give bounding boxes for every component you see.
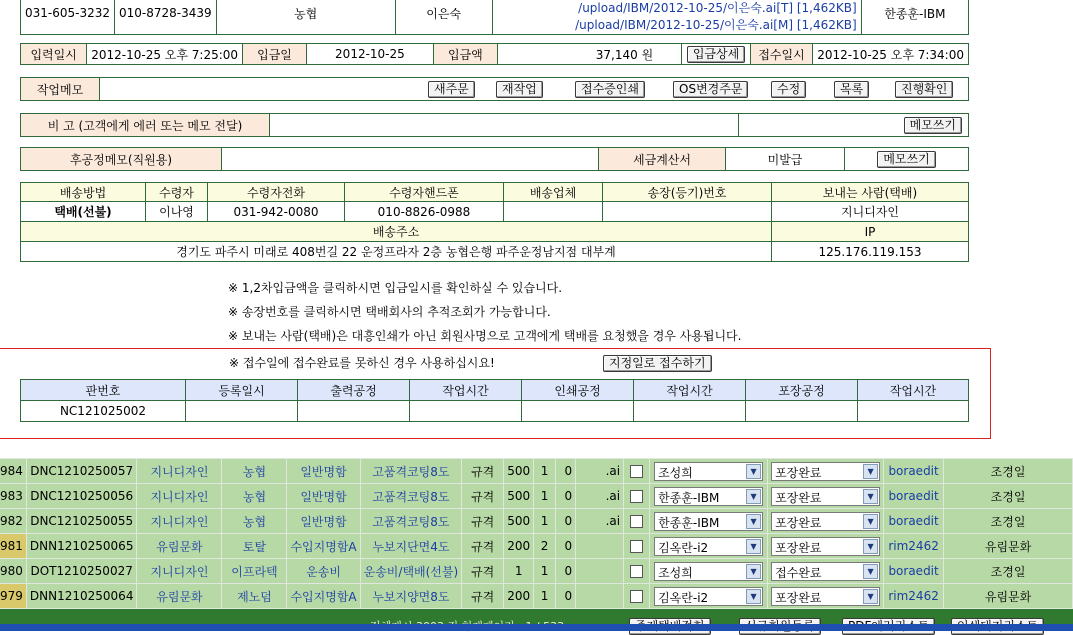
plate-number: NC121025002: [21, 401, 186, 422]
process-header: 작업시간: [634, 380, 746, 401]
ship-method: 택배(선불): [21, 202, 146, 222]
select-value: 한종훈-IBM: [658, 515, 720, 530]
deposit-detail-button[interactable]: 입금상세: [687, 46, 745, 63]
handler-select[interactable]: [654, 462, 763, 481]
file-cell[interactable]: [492, 0, 861, 35]
ip-header: IP: [772, 222, 969, 242]
file-link-t[interactable]: /upload/IBM/2012-10-25/이은숙.ai[T] [1,462KB]: [578, 1, 857, 15]
row-checkbox[interactable]: [630, 565, 643, 578]
row-checkbox[interactable]: [630, 590, 643, 603]
order-type[interactable]: 일반명함: [287, 509, 360, 534]
mobile-cell: 010-8728-3439: [115, 0, 217, 35]
order-no: 981: [0, 534, 26, 559]
process-cell: [634, 401, 746, 422]
os-change-order-button[interactable]: OS변경주문: [673, 81, 748, 98]
print-receipt-button[interactable]: 접수증인쇄: [575, 81, 645, 98]
handler-select[interactable]: [654, 587, 763, 606]
order-zero: 0: [556, 509, 576, 534]
order-zero: 0: [556, 584, 576, 609]
order-bank[interactable]: 제노덤: [222, 584, 287, 609]
process-header: 포장공정: [746, 380, 858, 401]
order-qty: 200: [504, 584, 534, 609]
order-paper[interactable]: 고품격코팅8도: [360, 509, 462, 534]
file-link-m[interactable]: /upload/IBM/2012-10-25/이은숙.ai[M] [1,462KB]: [575, 18, 857, 32]
work-memo-row: [20, 77, 969, 101]
post-memo-button-cell[interactable]: [845, 148, 969, 171]
row-checkbox[interactable]: [630, 540, 643, 553]
order-row[interactable]: [0, 584, 1073, 609]
ship-header: 수령자: [146, 183, 208, 202]
order-zero: 0: [556, 484, 576, 509]
order-no: 982: [0, 509, 26, 534]
order-client[interactable]: 지니디자인: [137, 484, 222, 509]
order-status-select[interactable]: [768, 534, 884, 559]
status-select[interactable]: [771, 562, 880, 581]
order-count: 1: [534, 559, 556, 584]
order-size: 규격: [462, 459, 504, 484]
order-count: 1: [534, 459, 556, 484]
order-checkbox[interactable]: [624, 559, 650, 584]
ship-header: 수령자전화: [208, 183, 345, 202]
manager-cell: 한종훈-IBM: [861, 0, 968, 35]
order-count: 1: [534, 484, 556, 509]
order-status-select[interactable]: [768, 584, 884, 609]
select-value: 김옥란-i2: [658, 540, 709, 555]
order-size: 규격: [462, 559, 504, 584]
status-select[interactable]: [771, 487, 880, 506]
order-handler-select[interactable]: [650, 459, 768, 484]
handler-select[interactable]: [654, 537, 763, 556]
process-header: 인쇄공정: [522, 380, 634, 401]
order-code: DNC1210250057: [26, 459, 137, 484]
order-paper[interactable]: 누보지양면8도: [360, 584, 462, 609]
order-checkbox[interactable]: [624, 459, 650, 484]
process-note: ※ 접수일에 접수완료를 못하신 경우 사용하십시요!: [229, 356, 495, 370]
order-handler-select[interactable]: [650, 509, 768, 534]
order-type[interactable]: 일반명함: [287, 459, 360, 484]
process-cell: [746, 401, 858, 422]
deposit-date-value: 2012-10-25: [306, 44, 433, 65]
shipping-table: [20, 182, 969, 262]
ip-value: 125.176.119.153: [772, 242, 969, 262]
order-bank[interactable]: 이프라텍: [222, 559, 287, 584]
process-header: 등록일시: [186, 380, 298, 401]
rework-button[interactable]: 재작업: [496, 81, 543, 98]
order-row[interactable]: [0, 559, 1073, 584]
row-checkbox[interactable]: [630, 465, 643, 478]
status-select[interactable]: [771, 512, 880, 531]
order-list: [0, 458, 1073, 609]
order-qty: 1: [504, 559, 534, 584]
order-row[interactable]: [0, 509, 1073, 534]
process-cell: [858, 401, 969, 422]
notes: [228, 276, 741, 348]
order-user[interactable]: boraedit: [884, 459, 944, 484]
order-row[interactable]: [0, 484, 1073, 509]
order-bank[interactable]: 농협: [222, 484, 287, 509]
order-client[interactable]: 유림문화: [137, 534, 222, 559]
order-file-ext: [576, 559, 624, 584]
chevron-down-icon[interactable]: ▼: [863, 564, 878, 579]
order-client[interactable]: 지니디자인: [137, 509, 222, 534]
post-memo-label: 후공정메모(직원용): [21, 148, 222, 171]
order-zero: 0: [556, 534, 576, 559]
input-date-label: 입력일시: [21, 44, 87, 65]
order-checkbox[interactable]: [624, 484, 650, 509]
select-value: 포장완료: [775, 490, 822, 505]
order-count: 1: [534, 584, 556, 609]
select-value: 포장완료: [775, 515, 822, 530]
chevron-down-icon[interactable]: ▼: [746, 589, 761, 604]
ship-invoice-number[interactable]: [603, 202, 772, 222]
ship-header: 배송방법: [21, 183, 146, 202]
handler-select[interactable]: [654, 562, 763, 581]
amount-label: 입금액: [433, 44, 497, 65]
order-zero: 0: [556, 459, 576, 484]
order-qty: 200: [504, 534, 534, 559]
note-sender: ※ 보내는 사람(택배)은 대흥인쇄가 아닌 회원사명으로 고객에게 택배를 요청했을 경우 사용됩니다.: [228, 329, 742, 343]
order-person: 조경일: [944, 484, 1073, 509]
order-code: DNC1210250056: [26, 484, 137, 509]
status-select[interactable]: [771, 587, 880, 606]
progress-check-button[interactable]: 진행확인: [895, 81, 953, 98]
order-person: 유림문화: [944, 584, 1073, 609]
order-client[interactable]: 지니디자인: [137, 459, 222, 484]
order-qty: 500: [504, 484, 534, 509]
chevron-down-icon[interactable]: ▼: [746, 464, 761, 479]
ship-sender: 지니디자인: [772, 202, 969, 222]
remark-memo-button[interactable]: 메모쓰기: [904, 117, 962, 134]
order-paper[interactable]: 고품격코팅8도: [360, 484, 462, 509]
phone-cell: 031-605-3232: [21, 0, 115, 35]
select-value: 한종훈-IBM: [658, 490, 720, 505]
order-file-ext: .ai: [576, 509, 624, 534]
bank-cell: 농협: [216, 0, 395, 35]
order-zero: 0: [556, 559, 576, 584]
order-type[interactable]: 수입지명함A: [287, 584, 360, 609]
order-file-ext: .ai: [576, 484, 624, 509]
post-memo-row: [20, 147, 969, 171]
input-date-value: 2012-10-25 오후 7:25:00: [87, 44, 243, 65]
amount-value[interactable]: 37,140 원: [497, 44, 681, 65]
order-checkbox[interactable]: [624, 534, 650, 559]
order-bank[interactable]: 토탈: [222, 534, 287, 559]
designated-receipt-button[interactable]: 지정일로 접수하기: [603, 355, 712, 372]
order-person: 조경일: [944, 509, 1073, 534]
order-user[interactable]: boraedit: [884, 484, 944, 509]
process-cell: [298, 401, 410, 422]
order-code: DNN1210250064: [26, 584, 137, 609]
deposit-date-label: 입금일: [243, 44, 307, 65]
order-user[interactable]: rim2462: [884, 584, 944, 609]
process-box: [0, 348, 991, 439]
remark-label: 비 고 (고객에게 에러 또는 메모 전달): [21, 114, 270, 137]
receipt-date-label: 접수일시: [750, 44, 812, 65]
order-status-select[interactable]: [768, 459, 884, 484]
order-file-ext: .ai: [576, 459, 624, 484]
process-cell: [522, 401, 634, 422]
chevron-down-icon[interactable]: ▼: [746, 539, 761, 554]
order-info-row: [20, 0, 969, 35]
order-bank[interactable]: 농협: [222, 509, 287, 534]
order-paper[interactable]: 운송비/택배(선불): [360, 559, 462, 584]
order-code: DOT1210250027: [26, 559, 137, 584]
tax-invoice-label: 세금계산서: [599, 148, 726, 171]
order-status-select[interactable]: [768, 559, 884, 584]
order-row[interactable]: [0, 459, 1073, 484]
order-bank[interactable]: 농협: [222, 459, 287, 484]
post-memo-field[interactable]: [222, 148, 599, 171]
ship-recipient: 이나영: [146, 202, 208, 222]
order-no: 980: [0, 559, 26, 584]
note-invoice: ※ 송장번호를 클릭하시면 택배회사의 추적조회가 가능합니다.: [228, 305, 551, 319]
order-size: 규격: [462, 534, 504, 559]
order-no: 984: [0, 459, 26, 484]
work-memo-field[interactable]: [100, 78, 969, 101]
order-no: 979: [0, 584, 26, 609]
order-client[interactable]: 지니디자인: [137, 559, 222, 584]
order-qty: 500: [504, 459, 534, 484]
ship-carrier: [504, 202, 603, 222]
order-handler-select[interactable]: [650, 559, 768, 584]
order-file-ext: [576, 584, 624, 609]
status-select[interactable]: [771, 462, 880, 481]
address-header: 배송주소: [21, 222, 772, 242]
deposit-detail-cell[interactable]: [682, 44, 751, 65]
chevron-down-icon[interactable]: ▼: [863, 464, 878, 479]
select-value: 조성희: [658, 565, 693, 580]
order-user[interactable]: rim2462: [884, 534, 944, 559]
status-select[interactable]: [771, 537, 880, 556]
select-value: 김옥란-i2: [658, 590, 709, 605]
select-value: 포장완료: [775, 590, 822, 605]
order-handler-select[interactable]: [650, 534, 768, 559]
list-button[interactable]: 목록: [834, 81, 869, 98]
ship-recipient-phone: 031-942-0080: [208, 202, 345, 222]
order-user[interactable]: boraedit: [884, 559, 944, 584]
chevron-down-icon[interactable]: ▼: [746, 489, 761, 504]
process-table: [20, 379, 969, 422]
order-person: 조경일: [944, 459, 1073, 484]
order-paper[interactable]: 누보지단면4도: [360, 534, 462, 559]
handler-select[interactable]: [654, 487, 763, 506]
order-no: 983: [0, 484, 26, 509]
order-code: DNC1210250055: [26, 509, 137, 534]
ship-header: 수령자핸드폰: [345, 183, 504, 202]
order-type[interactable]: 일반명함: [287, 484, 360, 509]
order-checkbox[interactable]: [624, 584, 650, 609]
chevron-down-icon[interactable]: ▼: [863, 589, 878, 604]
order-file-ext: [576, 534, 624, 559]
order-type[interactable]: 운송비: [287, 559, 360, 584]
process-header: 출력공정: [298, 380, 410, 401]
chevron-down-icon[interactable]: ▼: [746, 564, 761, 579]
remark-button-cell[interactable]: [739, 114, 969, 137]
order-paper[interactable]: 고품격코팅8도: [360, 459, 462, 484]
chevron-down-icon[interactable]: ▼: [746, 514, 761, 529]
bottom-border: [0, 624, 1073, 631]
chevron-down-icon[interactable]: ▼: [863, 539, 878, 554]
order-status-select[interactable]: [768, 509, 884, 534]
select-value: 접수완료: [775, 565, 822, 580]
order-person: 유림문화: [944, 534, 1073, 559]
ship-header: 송장(등기)번호: [603, 183, 772, 202]
order-status-select[interactable]: [768, 484, 884, 509]
process-header: 작업시간: [858, 380, 969, 401]
ship-recipient-mobile: 010-8826-0988: [345, 202, 504, 222]
order-handler-select[interactable]: [650, 484, 768, 509]
order-client[interactable]: 유림문화: [137, 584, 222, 609]
chevron-down-icon[interactable]: ▼: [863, 489, 878, 504]
ship-header: 배송업체: [504, 183, 603, 202]
select-value: 포장완료: [775, 540, 822, 555]
order-size: 규격: [462, 509, 504, 534]
edit-button[interactable]: 수정: [771, 81, 806, 98]
order-type[interactable]: 수입지명함A: [287, 534, 360, 559]
chevron-down-icon[interactable]: ▼: [863, 514, 878, 529]
select-value: 포장완료: [775, 465, 822, 480]
order-size: 규격: [462, 584, 504, 609]
order-count: 1: [534, 509, 556, 534]
order-checkbox[interactable]: [624, 509, 650, 534]
note-deposit: ※ 1,2차입금액을 클릭하시면 입금일시를 확인하실 수 있습니다.: [228, 281, 563, 295]
row-checkbox[interactable]: [630, 515, 643, 528]
order-person: 조경일: [944, 559, 1073, 584]
receipt-date-value: 2012-10-25 오후 7:34:00: [813, 44, 969, 65]
row-checkbox[interactable]: [630, 490, 643, 503]
process-cell: [410, 401, 522, 422]
new-order-button[interactable]: 새주문: [428, 81, 475, 98]
payment-row: [20, 43, 969, 65]
order-user[interactable]: boraedit: [884, 509, 944, 534]
process-header: 판번호: [21, 380, 186, 401]
order-row[interactable]: [0, 534, 1073, 559]
order-handler-select[interactable]: [650, 584, 768, 609]
order-code: DNN1210250065: [26, 534, 137, 559]
post-memo-button[interactable]: 메모쓰기: [877, 151, 935, 168]
ship-header: 보내는 사람(택배): [772, 183, 969, 202]
tax-invoice-value: 미발급: [726, 148, 845, 171]
order-size: 규격: [462, 484, 504, 509]
address-value: 경기도 파주시 미래로 408번길 22 운정프라자 2층 농협은행 파주운정남지점 대부계: [21, 242, 772, 262]
select-value: 조성희: [658, 465, 693, 480]
process-cell: [186, 401, 298, 422]
order-qty: 500: [504, 509, 534, 534]
work-memo-label: 작업메모: [21, 78, 100, 101]
handler-select[interactable]: [654, 512, 763, 531]
remark-field[interactable]: [270, 114, 739, 137]
process-header: 작업시간: [410, 380, 522, 401]
order-count: 2: [534, 534, 556, 559]
depositor-cell: 이은숙: [395, 0, 492, 35]
remark-row: [20, 113, 969, 137]
